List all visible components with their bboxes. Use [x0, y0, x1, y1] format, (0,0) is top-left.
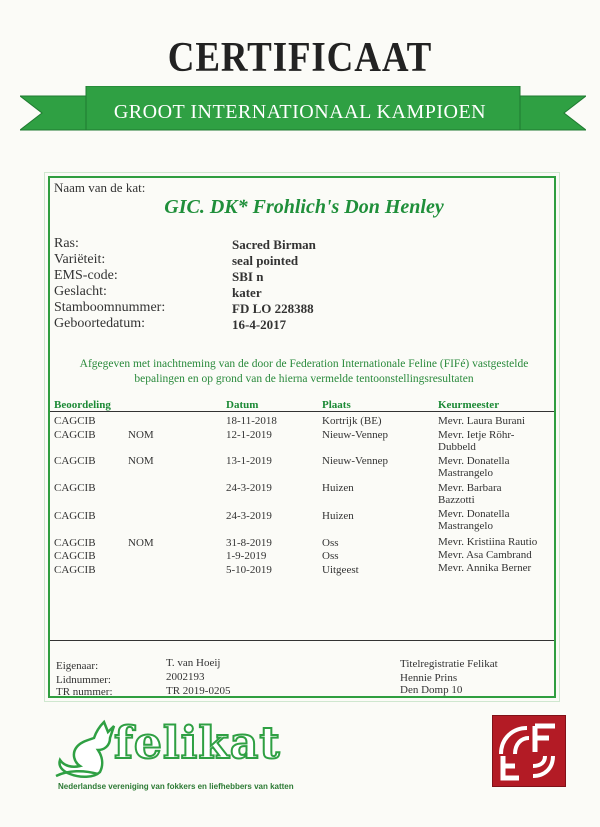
- row-beoordeling: CAGCIB: [54, 429, 96, 441]
- row-beoordeling: CAGCIB: [54, 455, 96, 467]
- row-keurmeester: Mevr. Asa Cambrand: [438, 549, 532, 561]
- ras-label: Ras:: [54, 236, 79, 251]
- cat-name-label: Naam van de kat:: [54, 180, 146, 195]
- ribbon-title: GROOT INTERNATIONAAL KAMPIOEN: [113, 101, 487, 123]
- row-keurmeester: Mevr. Donatella: [438, 455, 510, 467]
- fife-logo: [493, 716, 565, 786]
- registratie-title: Titelregistratie Felikat: [400, 658, 498, 670]
- row-keurmeester: Mevr. Laura Burani: [438, 415, 526, 427]
- row-datum: 31-8-2019: [226, 537, 272, 549]
- row-keurmeester-cont: Mastrangelo: [438, 520, 493, 532]
- geslacht-label: Geslacht:: [54, 284, 107, 299]
- table-header-rule: [50, 411, 554, 412]
- ems-code-value: SBI n: [232, 269, 264, 284]
- row-plaats: Huizen: [322, 482, 354, 494]
- felikat-cat-icon: [54, 716, 116, 780]
- row-keurmeester: Mevr. Annika Berner: [438, 562, 532, 574]
- lidnummer-label: Lidnummer:: [56, 674, 111, 686]
- row-keurmeester-cont: Dubbeld: [438, 441, 476, 453]
- stamboomnummer-value: FD LO 228388: [232, 301, 314, 316]
- cat-name: GIC. DK* Frohlich's Don Henley: [164, 196, 444, 218]
- registratie-address: Den Domp 10: [400, 686, 463, 696]
- ras-value: Sacred Birman: [232, 237, 316, 252]
- row-beoordeling: CAGCIB: [54, 550, 96, 562]
- eigenaar-value: T. van Hoeij: [166, 657, 221, 669]
- row-beoordeling: CAGCIB: [54, 564, 96, 576]
- row-plaats: Huizen: [322, 510, 354, 522]
- row-plaats: Nieuw-Vennep: [322, 429, 388, 441]
- geboortedatum-label: Geboortedatum:: [54, 316, 145, 331]
- eigenaar-label: Eigenaar:: [56, 660, 99, 672]
- row-beoordeling: CAGCIB: [54, 415, 96, 427]
- row-keurmeester: Mevr. Donatella: [438, 508, 510, 520]
- row-nom: NOM: [128, 455, 154, 467]
- notice-line-2: bepalingen en op grond van de hierna vermelde tentoonstellingsresultaten: [134, 373, 474, 385]
- row-nom: NOM: [128, 537, 154, 549]
- varieteit-label: Variëteit:: [54, 252, 106, 267]
- row-datum: 24-3-2019: [226, 510, 272, 522]
- row-keurmeester: Mevr. Kristiina Rautio: [438, 536, 538, 548]
- row-datum: 5-10-2019: [226, 564, 272, 576]
- tr-label: TR nummer:: [56, 686, 113, 696]
- col-header-beoordeling: Beoordeling: [54, 399, 111, 411]
- row-plaats: Oss: [322, 550, 339, 562]
- certificate-title: CERTIFICAAT: [167, 35, 433, 81]
- row-plaats: Uitgeest: [322, 564, 359, 576]
- row-beoordeling: CAGCIB: [54, 482, 96, 494]
- row-nom: NOM: [128, 429, 154, 441]
- stamboomnummer-label: Stamboomnummer:: [54, 300, 166, 315]
- row-datum: 12-1-2019: [226, 429, 272, 441]
- row-beoordeling: CAGCIB: [54, 510, 96, 522]
- issuance-notice: [60, 357, 548, 387]
- row-keurmeester: Mevr. Barbara: [438, 482, 502, 494]
- ems-code-label: EMS-code:: [54, 268, 118, 283]
- col-header-datum: Datum: [226, 399, 259, 411]
- lidnummer-value: 2002193: [166, 671, 205, 683]
- footer-clipped-row: [50, 686, 554, 696]
- registratie-name: Hennie Prins: [400, 672, 458, 684]
- col-header-keurmeester: Keurmeester: [438, 399, 500, 411]
- row-keurmeester-cont: Mastrangelo: [438, 467, 493, 479]
- felikat-wordmark: felikat: [114, 718, 281, 769]
- tr-value: TR 2019-0205: [166, 686, 231, 696]
- geslacht-value: kater: [232, 285, 262, 300]
- felikat-tagline: Nederlandse vereniging van fokkers en liefhebbers van katten: [58, 782, 294, 791]
- table-bottom-rule: [50, 640, 554, 641]
- geboortedatum-value: 16-4-2017: [232, 317, 287, 332]
- row-plaats: Kortrijk (BE): [322, 415, 382, 427]
- row-beoordeling: CAGCIB: [54, 537, 96, 549]
- row-keurmeester-cont: Bazzotti: [438, 494, 475, 506]
- row-datum: 1-9-2019: [226, 550, 267, 562]
- row-plaats: Nieuw-Vennep: [322, 455, 388, 467]
- notice-line-1: Afgegeven met inachtneming van de door de Federation Internationale Feline (FIFé) vastgestelde: [79, 358, 529, 370]
- row-datum: 24-3-2019: [226, 482, 272, 494]
- row-plaats: Oss: [322, 537, 339, 549]
- col-header-plaats: Plaats: [322, 399, 351, 411]
- row-datum: 18-11-2018: [226, 415, 277, 427]
- varieteit-value: seal pointed: [232, 253, 299, 268]
- row-datum: 13-1-2019: [226, 455, 272, 467]
- row-keurmeester: Mevr. Ietje Röhr-: [438, 429, 515, 441]
